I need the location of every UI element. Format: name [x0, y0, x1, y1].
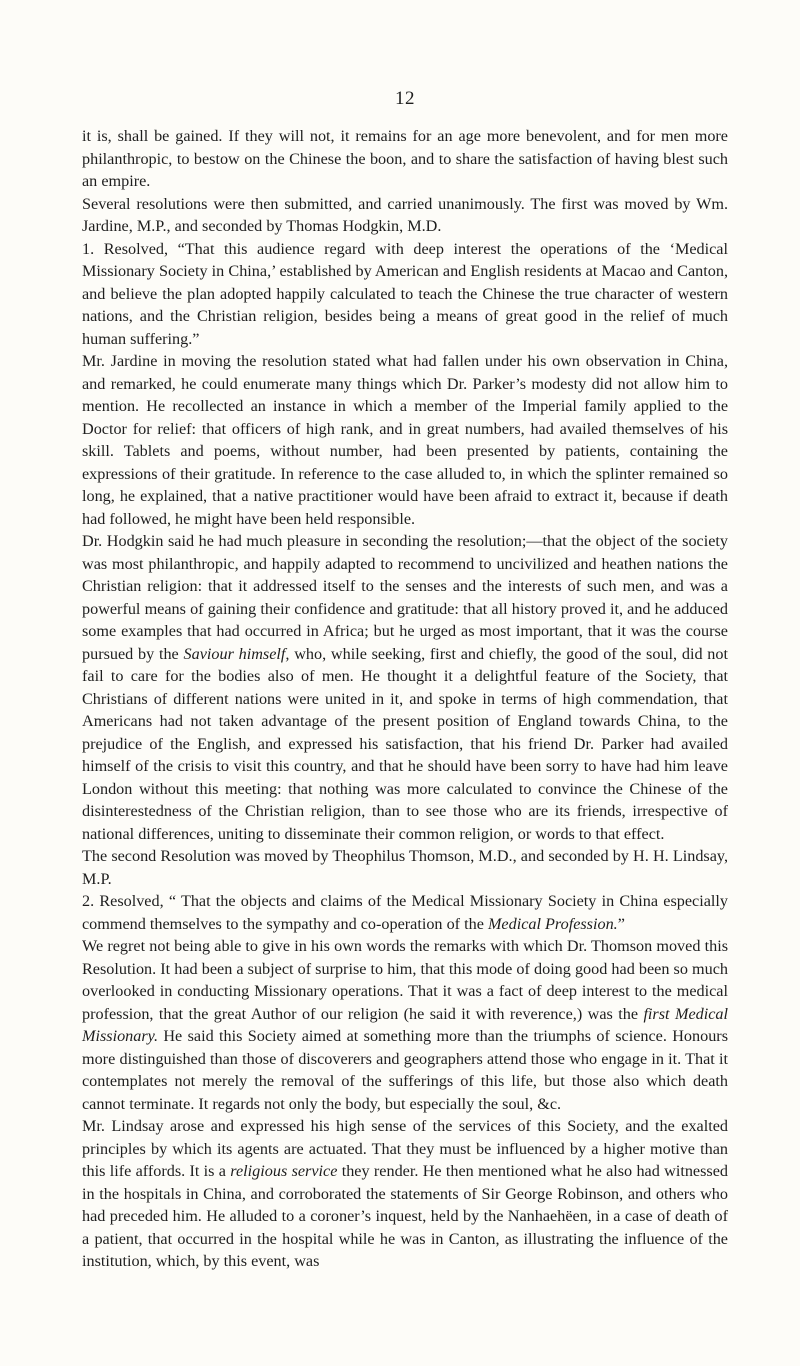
text-segment: Mr. Jardine in moving the resolution stated what had fallen under his own observation in China, and remarked, he could enumerate many things which Dr. Parker’s modesty did not allow him to mention. He recollected an instance in which a member of the Imperial family applied to the Doctor for relief: that officers of high rank, and in great numbers, had availed themselves of his skill. Tablets and poems, without number, had been presented by patients, containing the expressions of their gratitude. In reference to the case alluded to, in which the splinter remained so long, he explained, that a native practitioner would have been afraid to extract it, because if death had followed, he might have been held responsible. [82, 352, 728, 528]
paragraph [82, 935, 728, 1115]
text-segment: Several resolutions were then submitted, and carried unanimously. The first was moved by Wm. Jardine, M.P., and seconded by Thomas Hodgkin, M.D. [82, 194, 728, 235]
paragraph [82, 238, 728, 351]
paragraph [82, 125, 728, 193]
text-segment: We regret not being able to give in his own words the remarks with which Dr. Thomson moved this Resolution. It had been a subject of surprise to him, that this mode of doing good had been so much overlooked in conducting Missionary operations. That it was a fact of deep interest to the medical profession, that the great Author of our religion (he said it with reverence,) was the [82, 937, 728, 1023]
text-segment: 1. Resolved, “That this audience regard with deep interest the operations of the ‘Medical Missionary Society in China,’ established by American and English residents at Macao and Canton, and believe the plan adopted happily calculated to teach the Chinese the true character of western nations, and the Christian religion, besides being a means of great good in the relief of much human suffering.” [82, 239, 728, 348]
italic-text: Saviour himself, [183, 644, 290, 663]
document-page [82, 0, 728, 1366]
text-segment: ” [617, 914, 625, 933]
paragraph [82, 193, 728, 238]
text-segment: Mr. Lindsay arose and expressed his high sense of the services of this Society, and the exalted principles by which its agents are actuated. That they must be influenced by a higher motive than this life affords. It is a [82, 1117, 728, 1180]
page-number: 12 [395, 88, 415, 109]
italic-text: religious service [230, 1162, 338, 1180]
italic-text: Medical Profession. [487, 914, 618, 933]
text-segment: He said this Society aimed at something more than the triumphs of science. Honours more distinguished than those of discoverers and geographers attend those who engage in it. That it contemplates not merely the removal of the sufferings of this life, but those also which death cannot terminate. It regards not only the body, but especially the soul, &c. [82, 1027, 728, 1113]
text-segment: The second Resolution was moved by Theophilus Thomson, M.D., and seconded by H. H. Lindsay, M.P. [82, 847, 728, 888]
paragraph [82, 890, 728, 935]
paragraph [82, 350, 728, 530]
body-text [82, 125, 728, 1273]
paragraph [82, 530, 728, 845]
text-segment: Dr. Hodgkin said he had much pleasure in seconding the resolution;—that the object of the society was most philanthropic, and happily adapted to recommend to uncivilized and heathen nations the Christian religion: that it addressed itself to the senses and the interests of such men, and was a powerful means of gaining their confidence and gratitude: that all history proved it, and he adduced some examples that had occurred in Africa; but he urged as most important, that it was the course pursued by the [82, 532, 728, 663]
text-segment: they render. He then mentioned what he also had witnessed in the hospitals in China, and corroborated the statements of Sir George Robinson, and others who had preceded him. He alluded to a coroner’s inquest, held by the Nanhaehëen, in a case of death of a patient, that occurred in the hospital while he was in Canton, as illustrating the influence of the institution, which, by this event, was [82, 1162, 728, 1270]
text-segment: who, while seeking, first and chiefly, the good of the soul, did not fail to care for the bodies also of men. He thought it a delightful feature of the Society, that Christians of different nations were united in it, and spoke in terms of high commendation, that Americans had not taken advantage of the present position of England towards China, to the prejudice of the English, and expressed his satisfaction, that his friend Dr. Parker had availed himself of the crisis to visit this country, and that he should have been sorry to have had him leave London without this meeting: that nothing was more calculated to convince the Chinese of the disinterestedness of the Christian religion, than to see those who are its friends, irrespective of national differences, uniting to disseminate their common religion, or words to that effect. [82, 644, 728, 843]
text-segment: it is, shall be gained. If they will not, it remains for an age more benevolent, and for men more philanthropic, to bestow on the Chinese the boon, and to share the satisfaction of having blest such an empire. [82, 127, 728, 190]
paragraph [82, 1115, 728, 1273]
paragraph [82, 845, 728, 890]
italic-text: first Medical Missionary. [82, 1004, 728, 1045]
text-segment: 2. Resolved, “ That the objects and claims of the Medical Missionary Society in China especially commend themselves to the sympathy and co-operation of the [82, 892, 728, 933]
